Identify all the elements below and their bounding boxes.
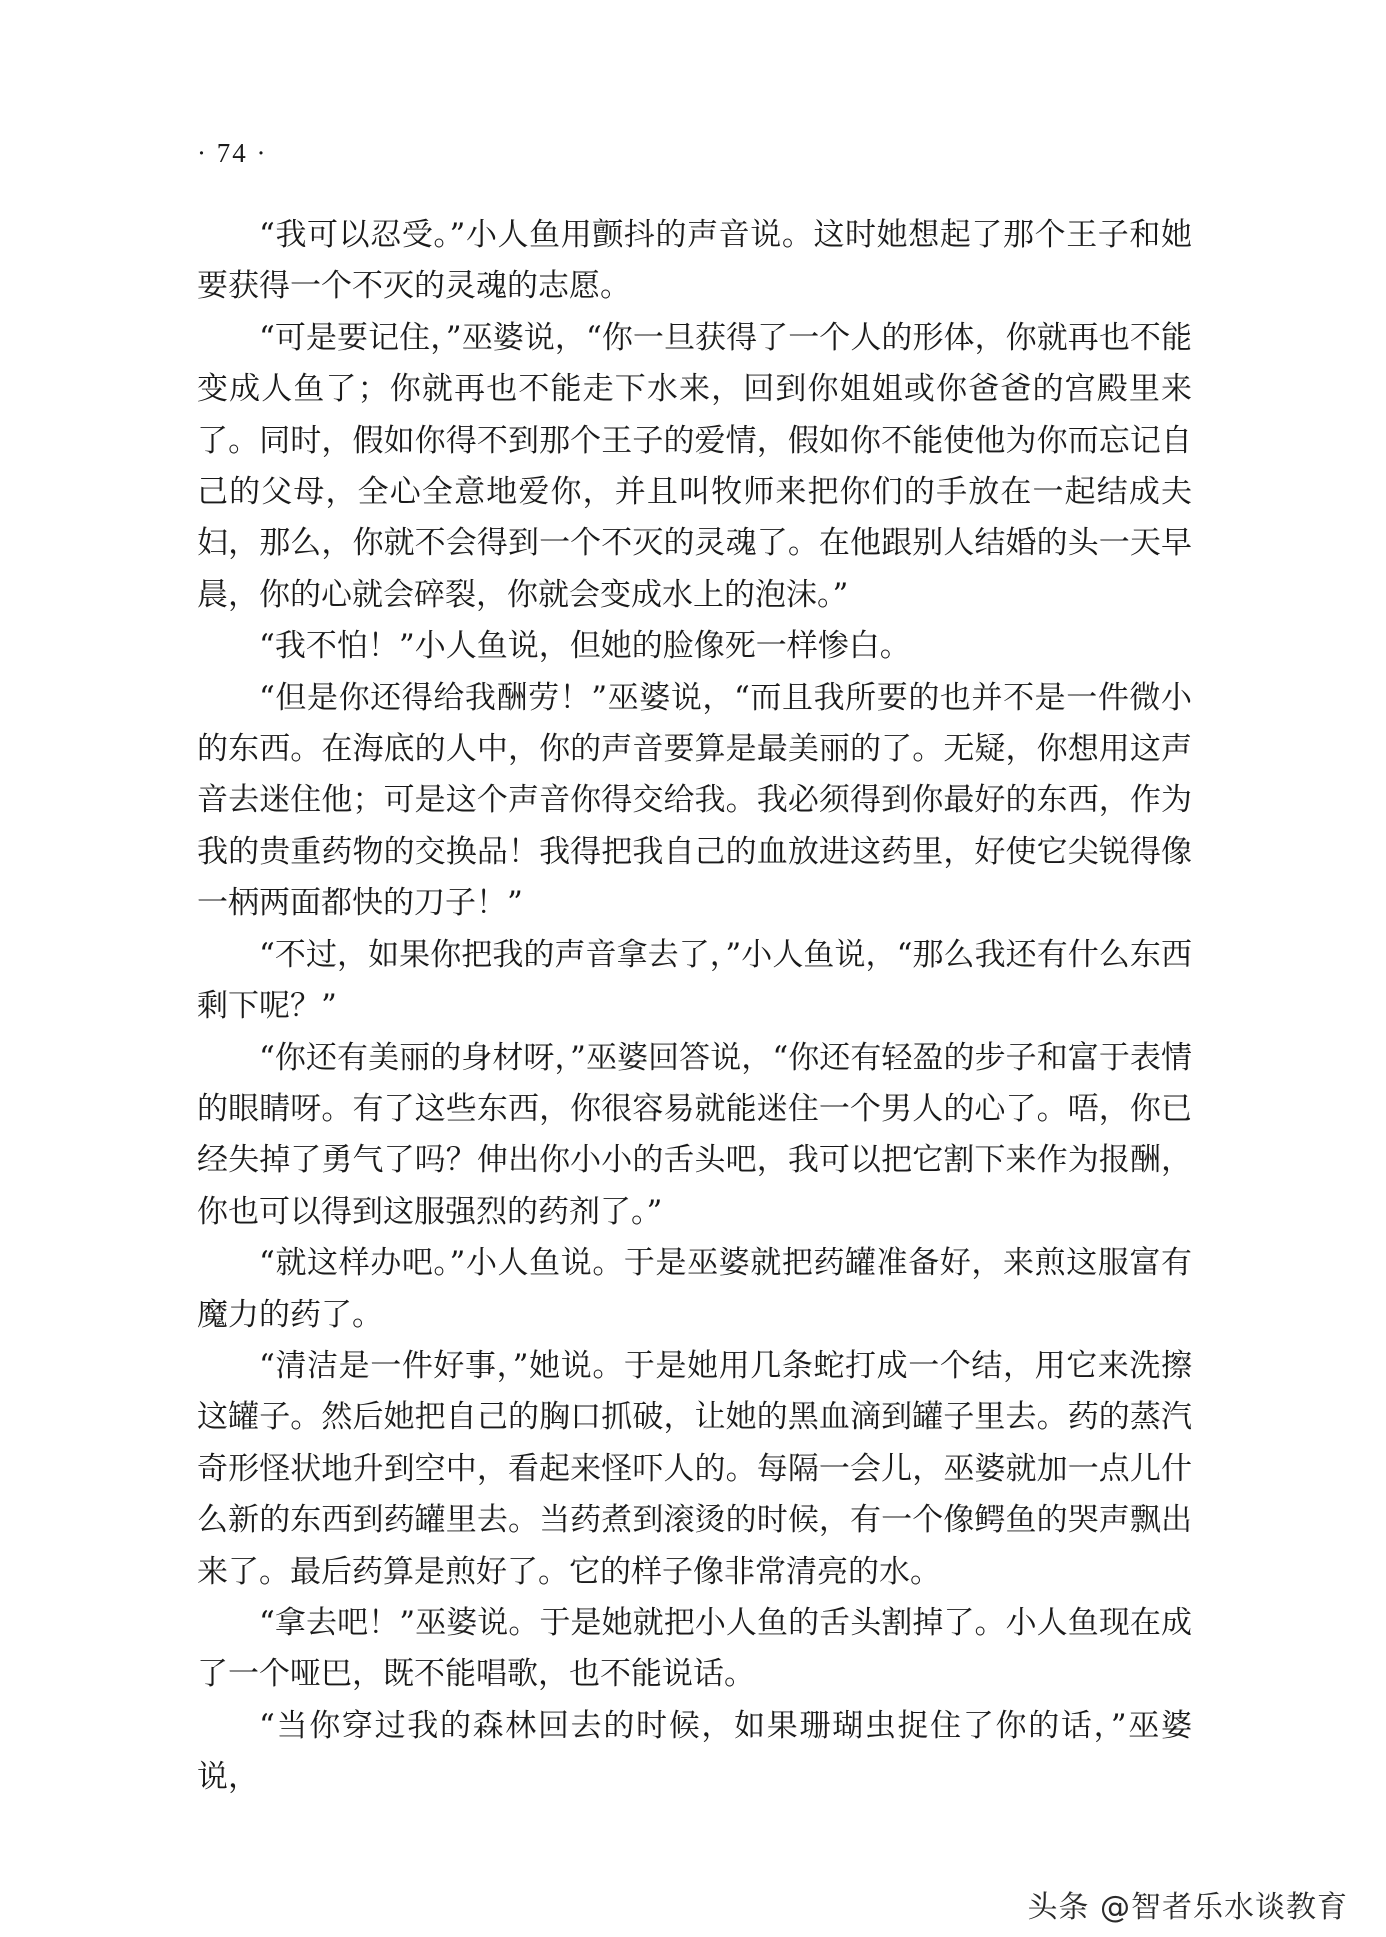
paragraph: “就这样办吧。”小人鱼说。于是巫婆就把药罐准备好，来煎这服富有魔力的药了。 [197,1245,1192,1333]
body-text [197,210,1192,1804]
paragraph: “但是你还得给我酬劳！”巫婆说，“而且我所要的也并不是一件微小的东西。在海底的人中，你的声音要算是最美丽的了。无疑，你想用这声音去迷住他；可是这个声音你得交给我。我必须得到你最好的东西，作为我的贵重药物的交换品！我得把我自己的血放进这药里，好使它尖锐得像一柄两面都快的刀子！” [197,679,1192,922]
paragraph: “不过，如果你把我的声音拿去了，”小人鱼说，“那么我还有什么东西剩下呢？” [197,936,1192,1025]
watermark-text: 头条 @智者乐水谈教育 [1027,1890,1348,1925]
paragraph: “可是要记住，”巫婆说，“你一旦获得了一个人的形体，你就再也不能变成人鱼了；你就再也不能走下水来，回到你姐姐或你爸爸的宫殿里来了。同时，假如你得不到那个王子的爱情，假如你不能使他为你而忘记自己的父母，全心全意地爱你，并且叫牧师来把你们的手放在一起结成夫妇，那么，你就不会得到一个不灭的灵魂了。在他跟别人结婚的头一天早晨，你的心就会碎裂，你就会变成水上的泡沫。” [197,319,1192,613]
paragraph: “你还有美丽的身材呀，”巫婆回答说，“你还有轻盈的步子和富于表情的眼睛呀。有了这些东西，你很容易就能迷住一个男人的心了。唔，你已经失掉了勇气了吗？伸出你小小的舌头吧，我可以把它割下来作为报酬，你也可以得到这服强烈的药剂了。” [197,1039,1192,1230]
paragraph: “拿去吧！”巫婆说。于是她就把小人鱼的舌头割掉了。小人鱼现在成了一个哑巴，既不能唱歌，也不能说话。 [197,1604,1192,1693]
paragraph: “我不怕！”小人鱼说，但她的脸像死一样惨白。 [259,628,911,665]
paragraph: “清洁是一件好事，”她说。于是她用几条蛇打成一个结，用它来洗擦这罐子。然后她把自己的胸口抓破，让她的黑血滴到罐子里去。药的蒸汽奇形怪状地升到空中，看起来怪吓人的。每隔一会儿，巫婆就加一点儿什么新的东西到药罐里去。当药煮到滚烫的时候，有一个像鳄鱼的哭声飘出来了。最后药算是煎好了。它的样子像非常清亮的水。 [197,1347,1192,1590]
page-number: · 74 · [197,138,268,168]
paragraph: “当你穿过我的森林回去的时候，如果珊瑚虫捉住了你的话，”巫婆说， [197,1707,1192,1796]
paragraph: “我可以忍受。”小人鱼用颤抖的声音说。这时她想起了那个王子和她要获得一个不灭的灵魂的志愿。 [197,217,1192,305]
